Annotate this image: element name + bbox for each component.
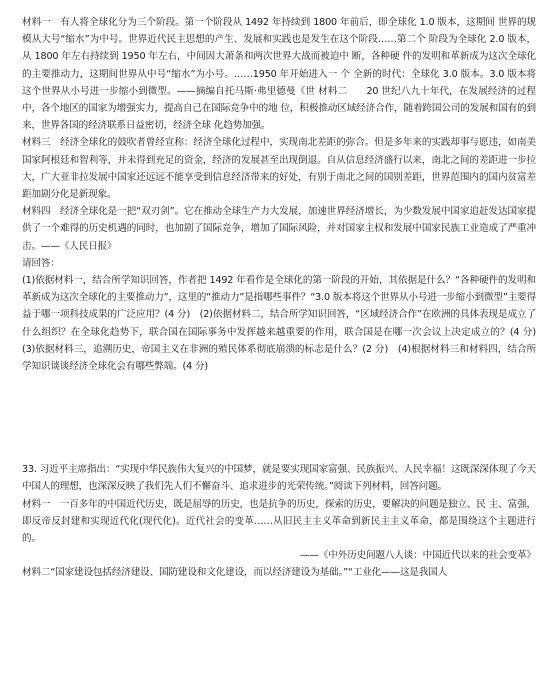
page-gap [22,375,536,461]
question-prompt: 请回答： [22,257,60,269]
q33-material-two-paragraph: 材料二“国家建设包括经济建设、国防建设和文化建设，而以经济建设为基础。”“工业化——这是我国人 [22,567,448,579]
material-three-paragraph: 材料三 经济全球化的鼓吹者曾经宣称：经济全球化过程中，实现南北差距的弥合。但是多年来的实践却事与愿违，如南美国家阿根廷和智利等，并未得到充足的资金，经济的发展甚至出现倒退。自从信息经济盛行以来，南北之间的差距进一步拉大，广大亚非拉发展中国家还远远不能享受到信息经济带来的好处，有别于南北之间的国别差距，世界范围内的国内贫富差距加剧分化是新现象。 [22,137,536,201]
q33-material-one-source: ——《中外历史问题八人谈：中国近代以来的社会变革》 [299,550,536,562]
material-four-paragraph: 材料四 经济全球化是一把“双刃剑”。它在推动全球生产力大发展，加速世界经济增长，为少数发展中国家追赶发达国家提供了一个难得的历史机遇的同时，也加剧了国际竞争，增加了国际风险，并对国家主权和发展中国家民族工业造成了严重冲击。——《人民日报》 [22,206,536,252]
document-page [22,14,546,582]
questions-paragraph: (1)依据材料一，结合所学知识回答，作者把 1492 年看作是全球化的第一阶段的开始，其依据是什么？“各种硬件的发明和革新成为这次全球化的主要推动力”，这里的“推动力”是指哪些事件？“3.0 版本将这个世界从小号进一步缩小到微型”主要得益于哪一项科技成果的广泛应用？(4 分) (2)依据材料二，结合所学知识回答，“区域经济合作”在欧洲的具体表现是成立了什么组织？在全球化趋势下，联合国在国际事务中发挥越来越重要的作用，联合国是在哪一次会议上决定成立的？(4 分) (3)依据材料三，追溯历史，帝国主义在非洲的殖民体系彻底崩溃的标志是什么？(2 分) (4)根据材料三和材料四，结合所学知识谈谈经济全球化会有哪些弊端。(4 分) [22,275,546,373]
question-33-stem: 33. 习近平主席指出：“实现中华民族伟大复兴的中国梦，就是要实现国家富强、民族振兴、人民幸福！这既深深体现了今天中国人的理想，也深深反映了我们先人们不懈奋斗、追求进步的光荣传统。”阅读下列材料，回答问题。 [22,464,536,493]
material-one-paragraph: 材料一 有人将全球化分为三个阶段。第一个阶段从 1492 年持续到 1800 年前后，即全球化 1.0 版本，这期间 世界的规模从大号“缩水”为中号。世界近代民主思想的产生、发展和实践也是发生在这个阶段……第二个 阶段为全球化 2.0 版本，从 1800 年左右持续到 1950 年左右，中间因大萧条和两次世界大战而被迫中 断，各种硬 件的发明和革新成为这次全球化的主要推动力，这期间世界从中号“缩水”为小号。……1950 年开始进入一 个 全新的时代：全球化 3.0 版本。3.0 版本将这个世界从小号进一步缩小到微型。——摘编自托马斯·弗里德曼《世 材料二 20 世纪八九十年代，在发展经济的过程中，各个地区的国家为增强实力，提高自己在国际竞争中的地 位，积极推动区域经济合作，随着跨国公司的发展和国有的到来，世界各国的经济联系日益密切，经济全球 化趋势加强。 [22,17,536,132]
q33-material-one-paragraph: 材料一 一百多年的中国近代历史，既是屈辱的历史，也是抗争的历史，探索的历史，要解决的问题是独立、民 主、富强，即反帝反封建和实现近代化(现代化)。近代社会的变革……从旧民主主义革命到新民主主义革命，都是围绕这个主题进行的。 [22,498,536,545]
